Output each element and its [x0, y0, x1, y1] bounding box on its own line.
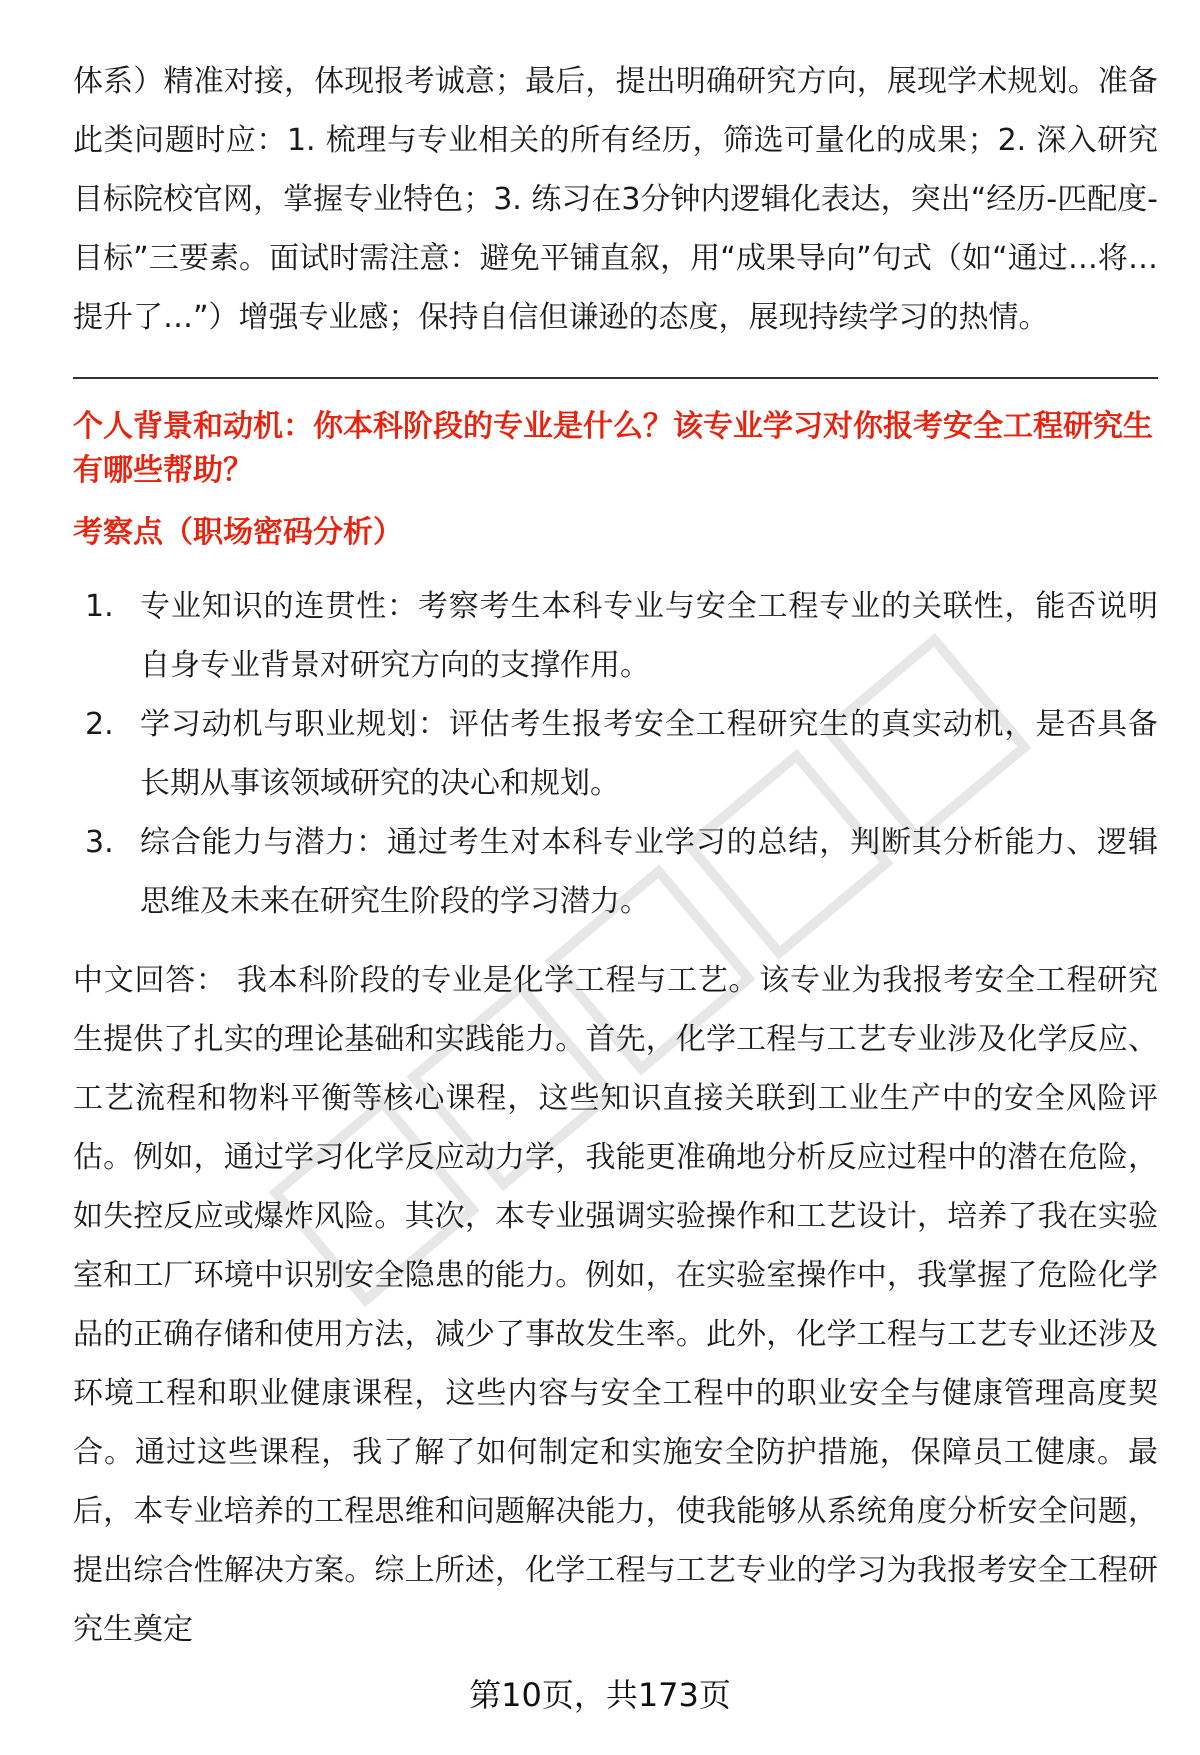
list-item-number: 2. [85, 707, 114, 742]
answer-paragraph: 中文回答： 我本科阶段的专业是化学工程与工艺。该专业为我报考安全工程研究生提供了扎实的理论基础和实践能力。首先，化学工程与工艺专业涉及化学反应、工艺流程和物料平衡等核心课程，这些知识直接关联到工业生产中的安全风险评估。例如，通过学习化学反应动力学，我能更准确地分析反应过程中的潜在危险，如失控反应或爆炸风险。其次，本专业强调实验操作和工艺设计，培养了我在实验室和工厂环境中识别安全隐患的能力。例如，在实验室操作中，我掌握了危险化学品的正确存储和使用方法，减少了事故发生率。此外，化学工程与工艺专业还涉及环境工程和职业健康课程，这些内容与安全工程中的职业安全与健康管理高度契合。通过这些课程，我了解了如何制定和实施安全防护措施，保障员工健康。最后，本专业培养的工程思维和问题解决能力，使我能够从系统角度分析安全问题，提出综合性解决方案。综上所述，化学工程与工艺专业的学习为我报考安全工程研究生奠定 [73, 963, 1158, 1647]
intro-paragraph: 体系）精准对接，体现报考诚意；最后，提出明确研究方向，展现学术规划。准备此类问题时应：1. 梳理与专业相关的所有经历，筛选可量化的成果；2. 深入研究目标院校官网，掌握专业特色；3. 练习在3分钟内逻辑化表达，突出“经历-匹配度-目标”三要素。面试时需注意：避免平铺直叙，用“成果导向”句式（如“通过…将…提升了…”）增强专业感；保持自信但谦逊的态度，展现持续学习的热情。 [73, 64, 1158, 335]
section-divider [73, 377, 1158, 379]
list-item-text: 综合能力与潜力：通过考生对本科专业学习的总结，判断其分析能力、逻辑思维及未来在研究生阶段的学习潜力。 [140, 825, 1158, 919]
question-title: 个人背景和动机：你本科阶段的专业是什么？该专业学习对你报考安全工程研究生有哪些帮助？ [73, 409, 1153, 488]
list-item [73, 695, 1158, 813]
document-page [73, 52, 1158, 1659]
list-item [73, 813, 1158, 931]
list-item-number: 3. [85, 825, 114, 860]
list-item [73, 577, 1158, 695]
list-item-text: 学习动机与职业规划：评估考生报考安全工程研究生的真实动机，是否具备长期从事该领域研究的决心和规划。 [140, 707, 1158, 801]
assessment-points-list [73, 577, 1158, 931]
page-number: 第10页，共173页 [469, 1676, 731, 1714]
question-subtitle: 考察点（职场密码分析） [73, 515, 403, 550]
list-item-number: 1. [85, 589, 114, 624]
list-item-text: 专业知识的连贯性：考察考生本科专业与安全工程专业的关联性，能否说明自身专业背景对研究方向的支撑作用。 [140, 589, 1158, 683]
